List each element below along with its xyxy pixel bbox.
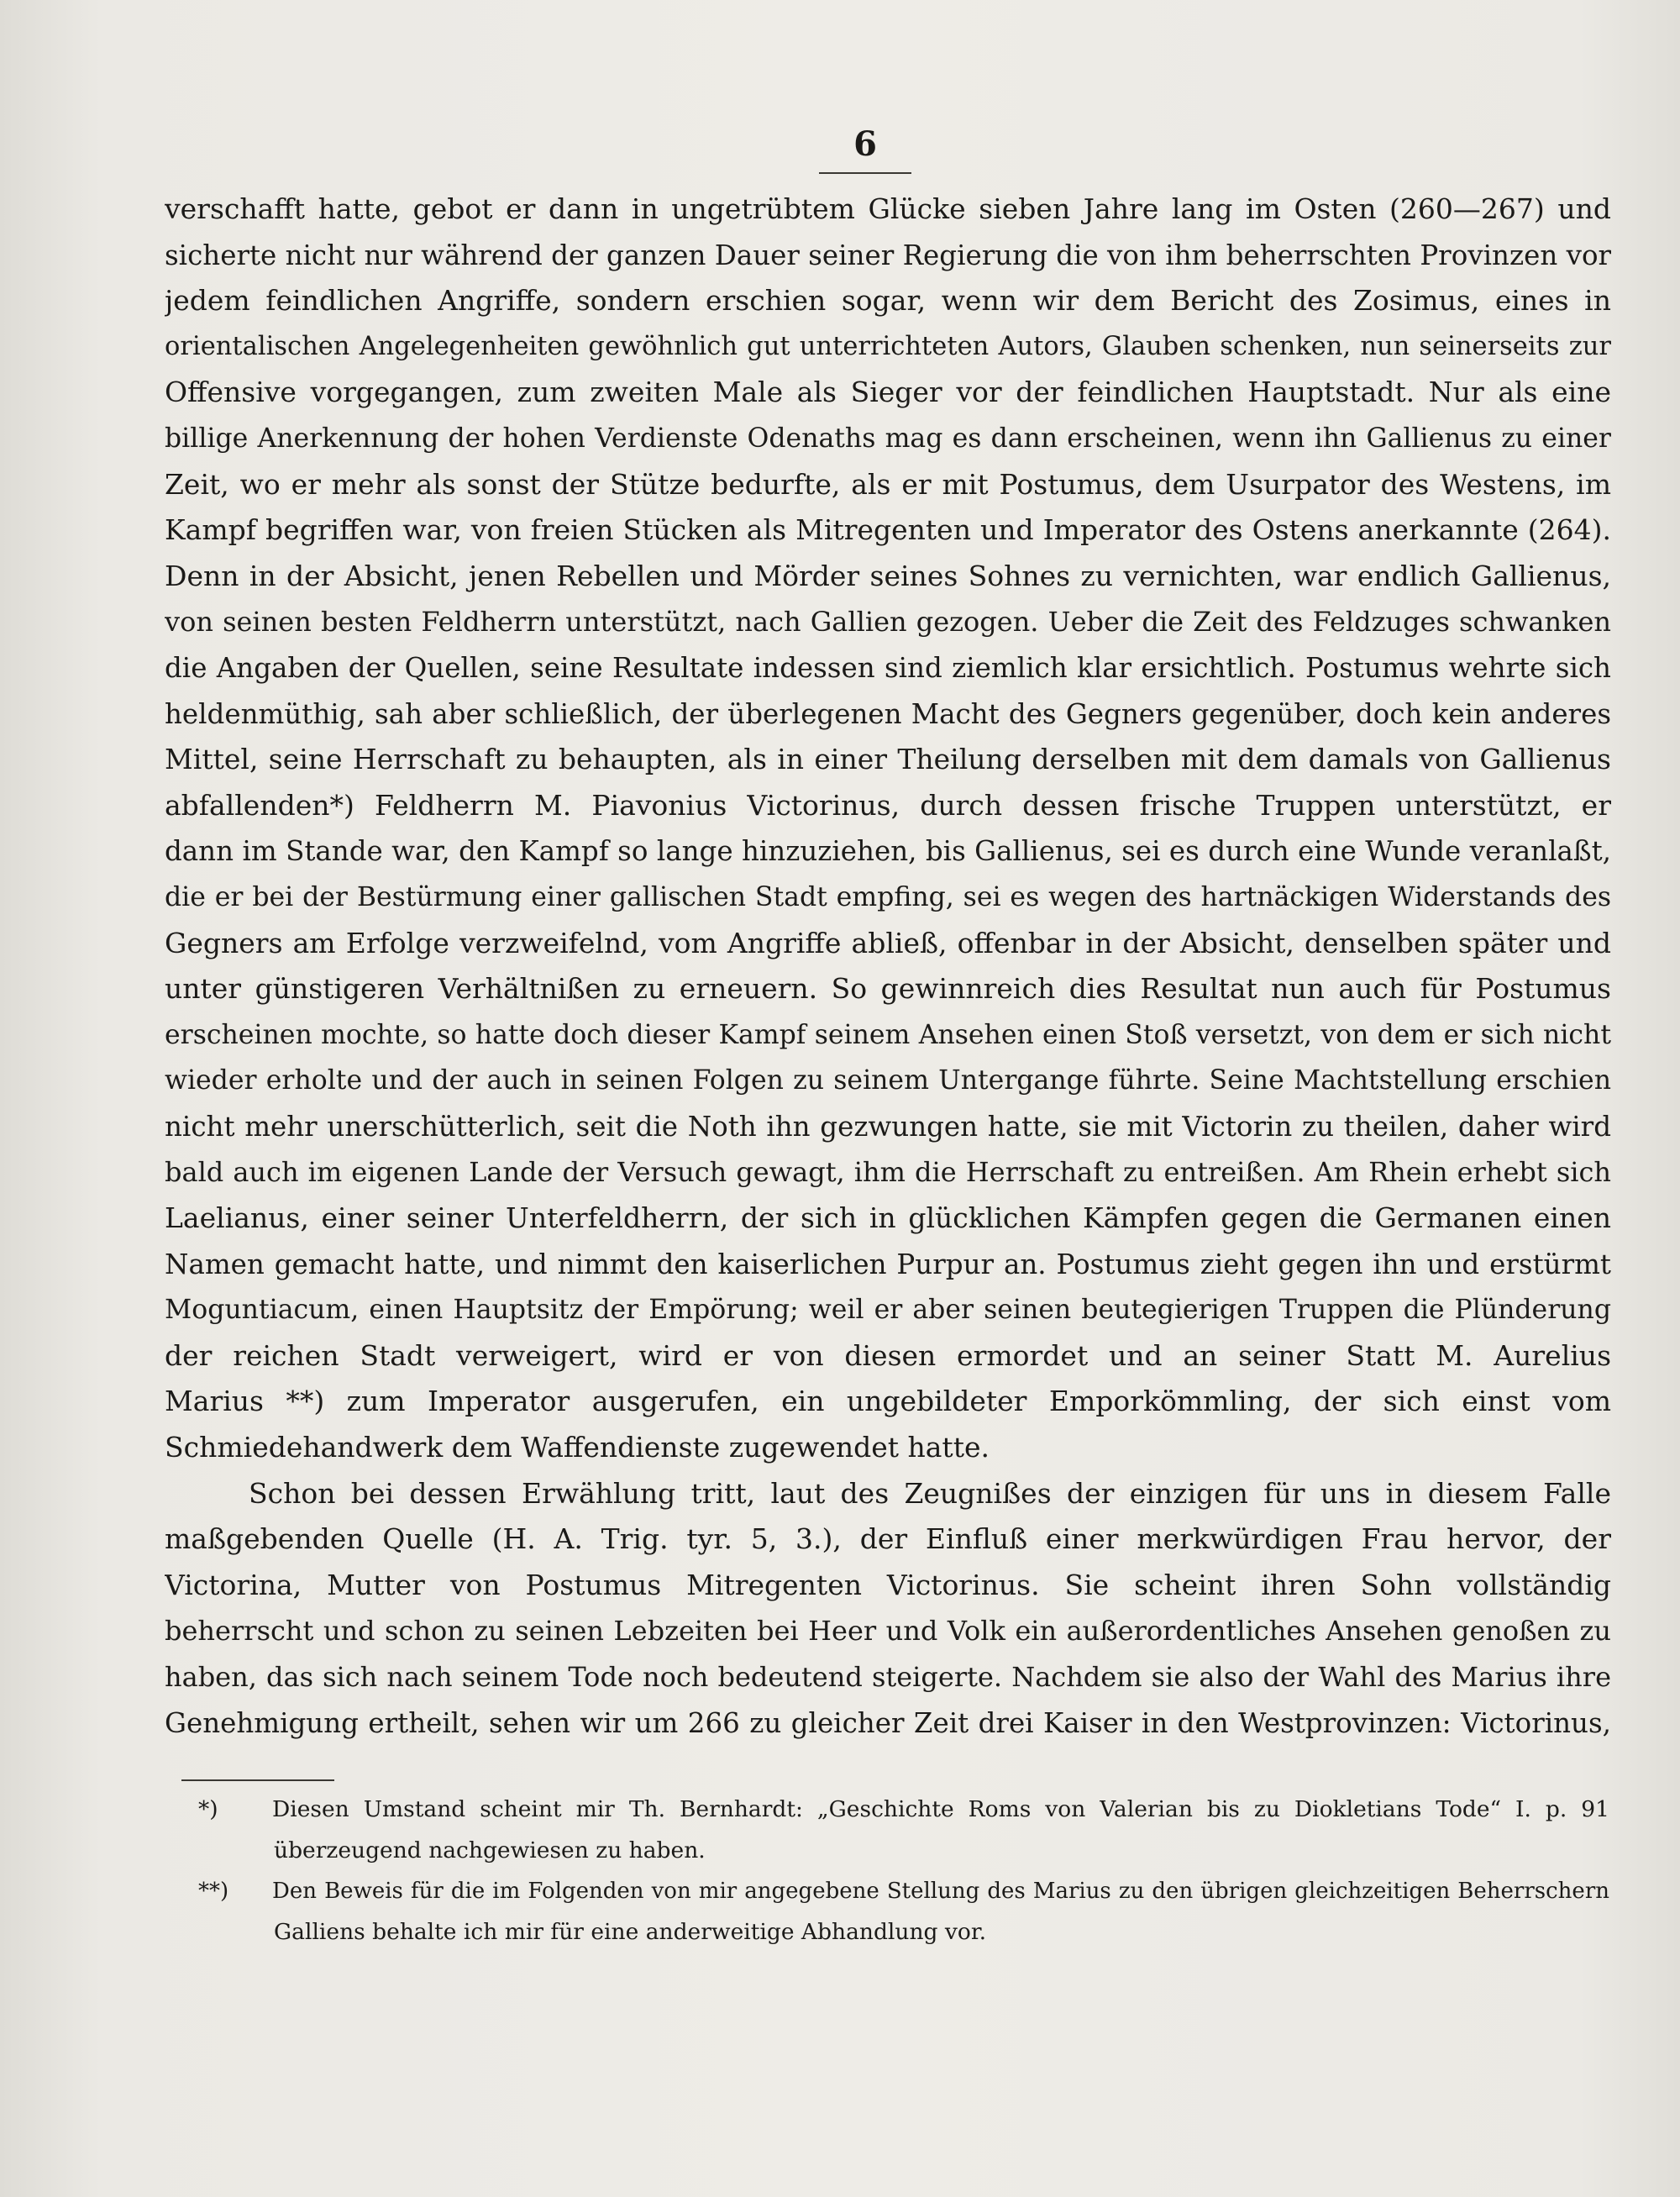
text-line: Schmiedehandwerk dem Waffendienste zugewendet hatte. <box>165 1431 990 1464</box>
text-line: nicht mehr unerschütterlich, seit die Noth ihn gezwungen hatte, sie mit Victorin zu theilen, daher wird <box>165 1110 1611 1143</box>
text-line: Marius **) zum Imperator ausgerufen, ein ungebildeter Emporkömmling, der sich einst vom <box>165 1385 1611 1418</box>
text-line: Kampf begriffen war, von freien Stücken als Mitregenten und Imperator des Ostens anerkannte (264). <box>165 513 1611 547</box>
text-line: Denn in der Absicht, jenen Rebellen und Mörder seines Sohnes zu vernichten, war endlich Gallienus, <box>165 559 1611 592</box>
text-line: Genehmigung ertheilt, sehen wir um 266 zu gleicher Zeit drei Kaiser in den Westprovinzen: Victorinus, <box>165 1706 1611 1739</box>
text-line: haben, das sich nach seinem Tode noch bedeutend steigerte. Nachdem sie also der Wahl des Marius ihre <box>165 1661 1611 1693</box>
text-line: Moguntiacum, einen Hauptsitz der Empörung; weil er aber seinen beutegierigen Truppen die Plünderung <box>165 1295 1611 1326</box>
text-line: Offensive vorgegangen, zum zweiten Male als Sieger vor der feindlichen Hauptstadt. Nur als eine <box>165 376 1611 409</box>
text-line: heldenmüthig, sah aber schließlich, der überlegenen Macht des Gegners gegenüber, doch kein anderes <box>165 697 1611 730</box>
footnote-separator <box>181 1779 334 1781</box>
footnote-marker: **) <box>198 1879 229 1904</box>
footnote-2-continuation: Galliens behalte ich mir für eine anderweitige Abhandlung vor. <box>274 1918 987 1945</box>
text-line: bald auch im eigenen Lande der Versuch gewagt, ihm die Herrschaft zu entreißen. Am Rhein erhebt sich <box>165 1156 1611 1189</box>
body-text <box>165 187 1611 1746</box>
text-line: maßgebenden Quelle (H. A. Trig. tyr. 5, 3.), der Einfluß einer merkwürdigen Frau hervor, der <box>165 1522 1611 1556</box>
text-line: Mittel, seine Herrschaft zu behaupten, als in einer Theilung derselben mit dem damals von Gallienus <box>165 743 1611 776</box>
text-line: Gegners am Erfolge verzweifelnd, vom Angriffe abließ, offenbar in der Absicht, denselben später und <box>165 926 1611 959</box>
text-line: Victorina, Mutter von Postumus Mitregenten Victorinus. Sie scheint ihren Sohn vollständig <box>165 1568 1611 1601</box>
text-line: beherrscht und schon zu seinen Lebzeiten bei Heer und Volk ein außerordentliches Ansehen genoßen zu <box>165 1615 1611 1648</box>
text-line: Schon bei dessen Erwählung tritt, laut des Zeugnißes der einzigen für uns in diesem Falle <box>249 1476 1611 1510</box>
text-line: unter günstigeren Verhältnißen zu erneuern. So gewinnreich dies Resultat nun auch für Postumus <box>165 972 1611 1006</box>
footnote-2 <box>198 1871 1609 1912</box>
text-line: sicherte nicht nur während der ganzen Dauer seiner Regierung die von ihm beherrschten Provinzen vor <box>165 239 1611 271</box>
page-number: 6 <box>853 124 877 164</box>
text-line: abfallenden*) Feldherrn M. Piavonius Victorinus, durch dessen frische Truppen unterstützt, er <box>165 788 1611 822</box>
text-line: Namen gemacht hatte, und nimmt den kaiserlichen Purpur an. Postumus zieht gegen ihn und erstürmt <box>165 1248 1611 1280</box>
text-line: Zeit, wo er mehr als sonst der Stütze bedurfte, als er mit Postumus, dem Usurpator des Westens, im <box>165 467 1611 501</box>
text-line: dann im Stande war, den Kampf so lange hinzuziehen, bis Gallienus, sei es durch eine Wunde veranlaßt, <box>165 835 1611 868</box>
text-line: die er bei der Bestürmung einer gallischen Stadt empfing, sei es wegen des hartnäckigen Widerstands des <box>165 881 1611 912</box>
page-number-rule <box>819 172 911 174</box>
footnote-1-continuation: überzeugend nachgewiesen zu haben. <box>274 1837 706 1863</box>
text-line: Laelianus, einer seiner Unterfeldherrn, der sich in glücklichen Kämpfen gegen die Germanen einen <box>165 1201 1611 1235</box>
text-line: orientalischen Angelegenheiten gewöhnlich gut unterrichteten Autors, Glauben schenken, nun seinerseits zur <box>165 331 1611 361</box>
text-line: wieder erholte und der auch in seinen Folgen zu seinem Untergange führte. Seine Machtstellung erschien <box>165 1065 1611 1096</box>
text-line: billige Anerkennung der hohen Verdienste Odenaths mag es dann erscheinen, wenn ihn Gallienus zu einer <box>165 423 1611 454</box>
text-line: der reichen Stadt verweigert, wird er von diesen ermordet und an seiner Statt M. Aurelius <box>165 1338 1611 1372</box>
footnote-marker: *) <box>198 1796 218 1822</box>
text-line: die Angaben der Quellen, seine Resultate indessen sind ziemlich klar ersichtlich. Postumus wehrte sich <box>165 651 1611 684</box>
text-line: erscheinen mochte, so hatte doch dieser Kampf seinem Ansehen einen Stoß versetzt, von dem er sich nicht <box>165 1019 1611 1050</box>
text-line: jedem feindlichen Angriffe, sondern erschien sogar, wenn wir dem Bericht des Zosimus, eines in <box>165 284 1611 318</box>
text-line: verschafft hatte, gebot er dann in ungetrübtem Glücke sieben Jahre lang im Osten (260—267) und <box>165 192 1611 225</box>
footnotes <box>198 1790 1609 1953</box>
footnote-1 <box>198 1790 1609 1831</box>
footnote-text: Diesen Umstand scheint mir Th. Bernhardt: „Geschichte Roms von Valerian bis zu Diokletians Tode“ I. p. 91 <box>272 1796 1609 1822</box>
footnote-text: Den Beweis für die im Folgenden von mir angegebene Stellung des Marius zu den übrigen gleichzeitigen Beherrschern <box>272 1879 1609 1904</box>
text-line: von seinen besten Feldherrn unterstützt, nach Gallien gezogen. Ueber die Zeit des Feldzuges schwanken <box>165 606 1611 639</box>
